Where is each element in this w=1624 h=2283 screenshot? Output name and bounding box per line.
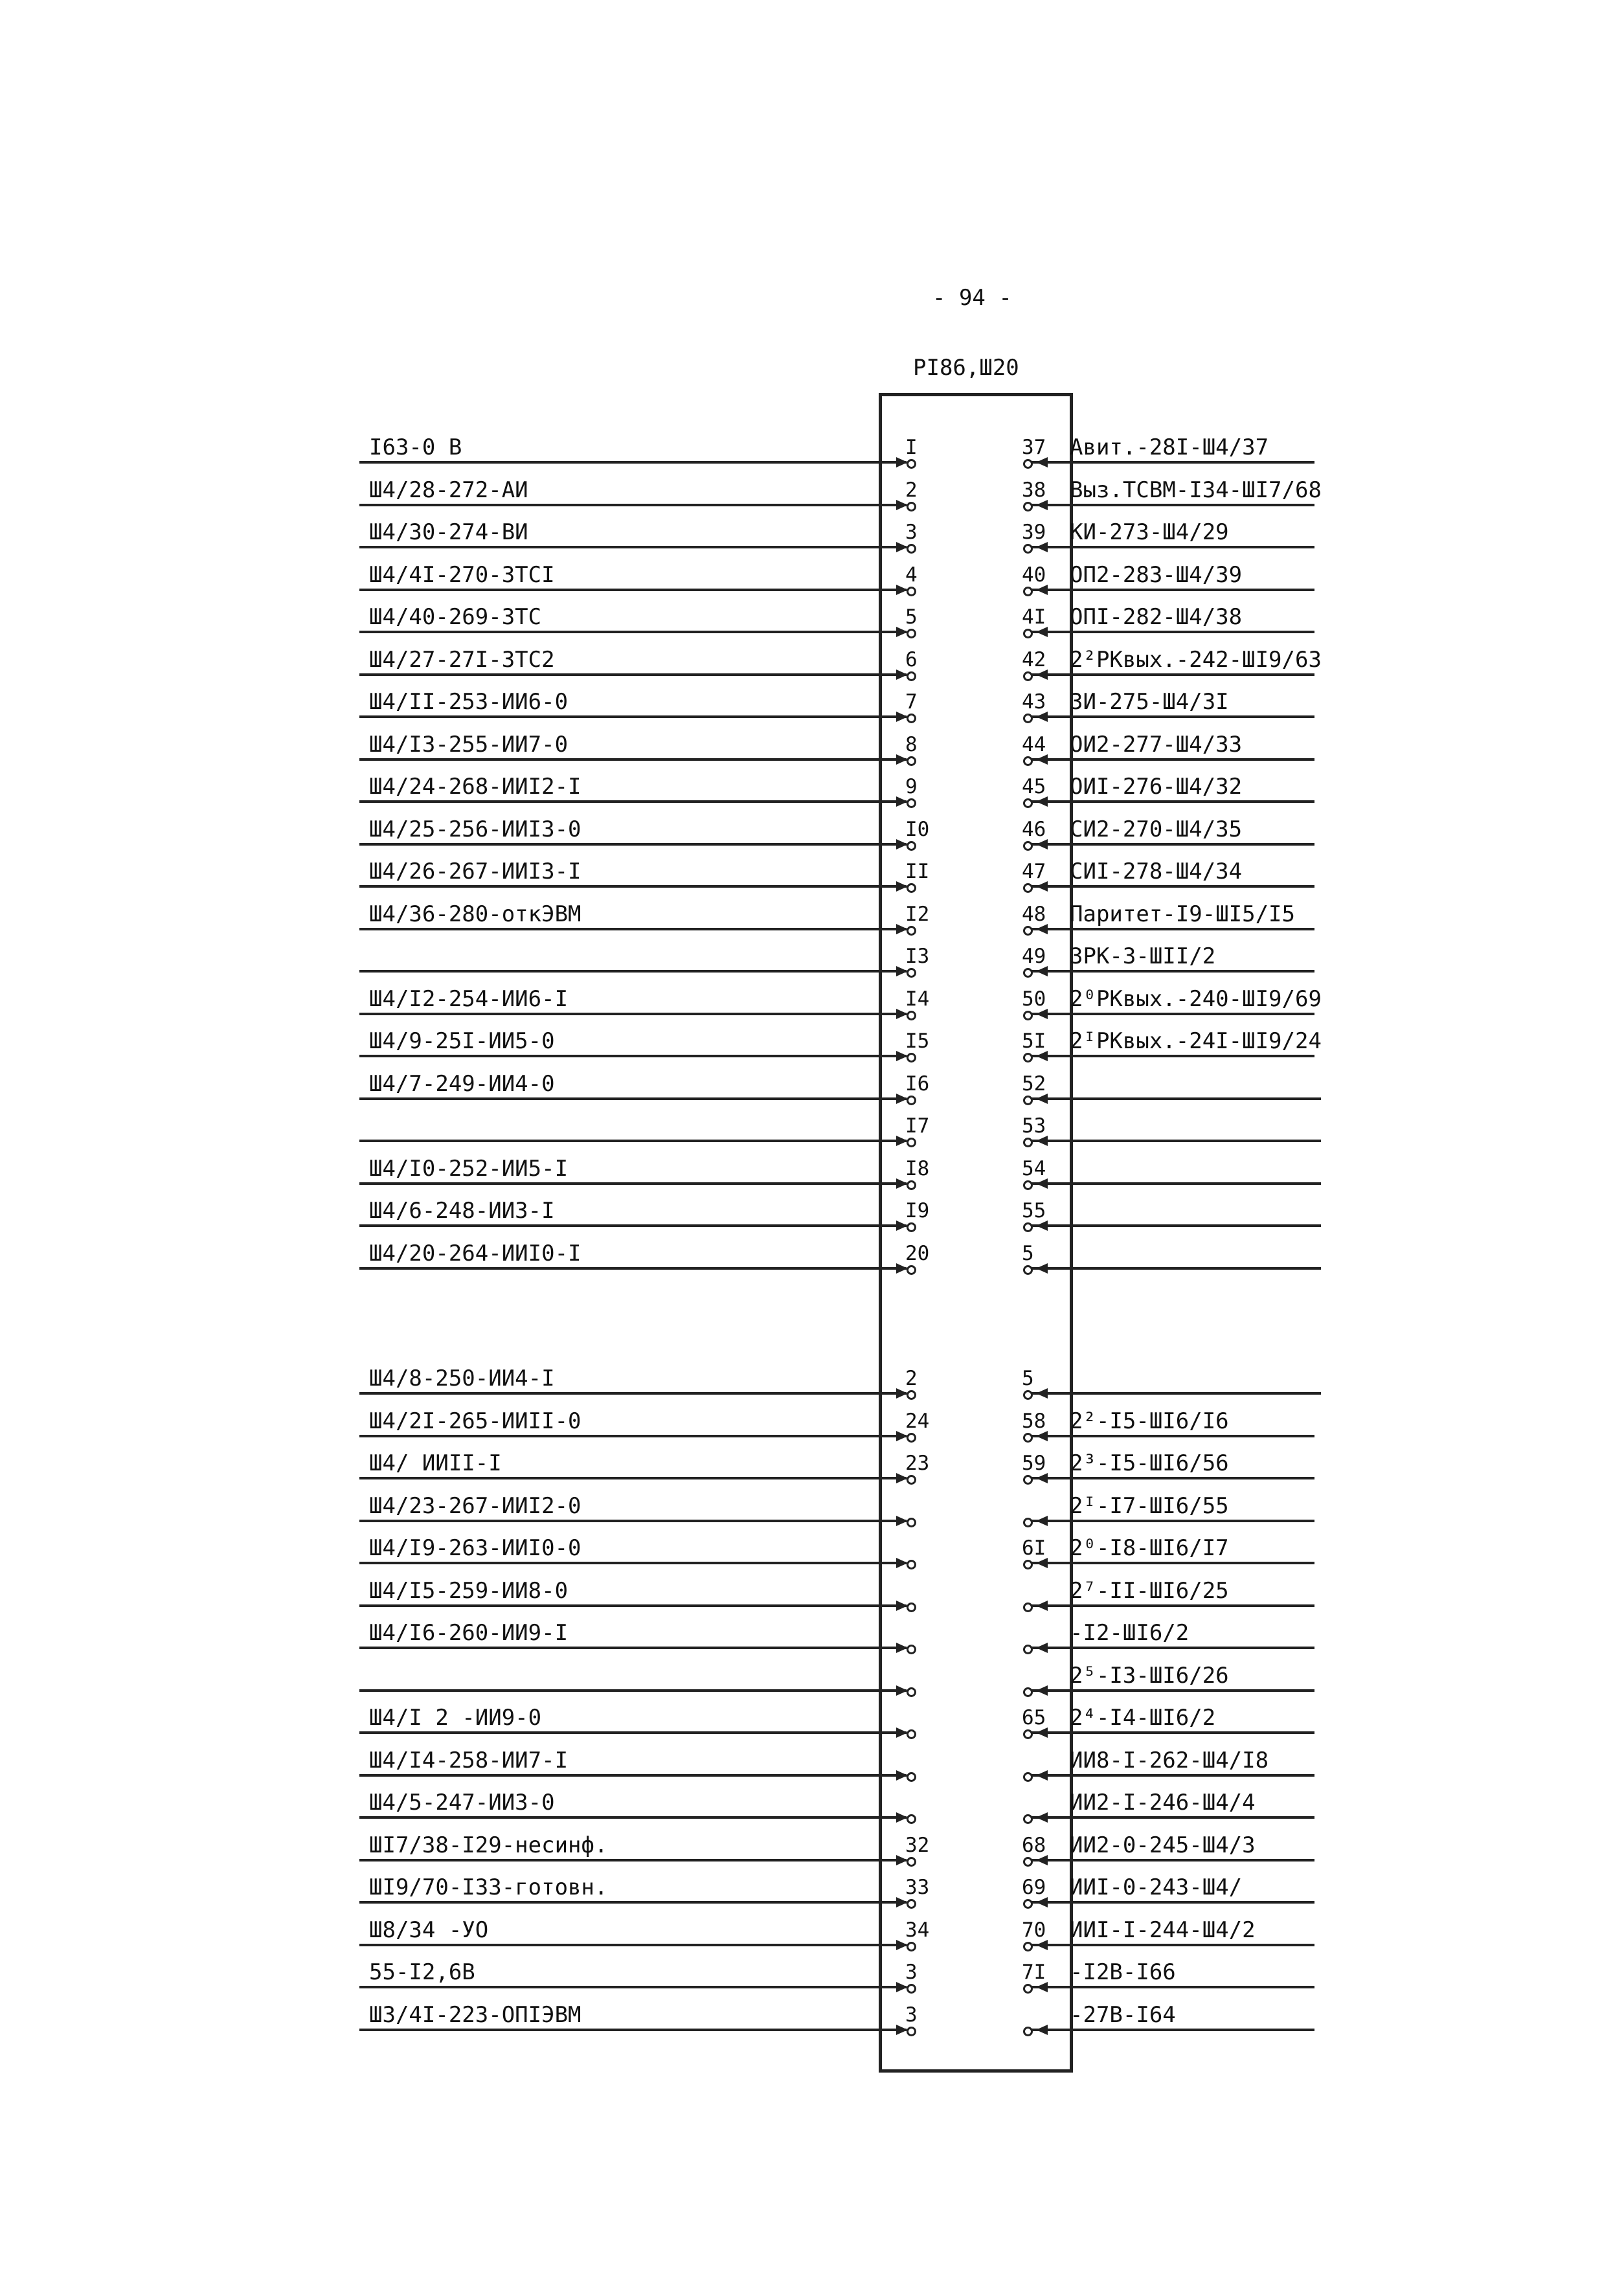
left-pin-terminal (907, 1857, 916, 1867)
right-pin-terminal (1023, 629, 1033, 638)
right-pin-number: 37 (1022, 436, 1046, 459)
left-pin-number: 2 (905, 478, 918, 502)
left-wire-label: Ш4/23-267-ИИI2-0 (369, 1492, 581, 1519)
left-wire-label: Ш4/I 2 -ИИ9-0 (369, 1705, 542, 1731)
left-pin-number: II (905, 860, 930, 883)
left-pin-number: I3 (905, 945, 930, 968)
right-pin-number: 42 (1022, 647, 1046, 671)
right-pin-number: 7I (1022, 1961, 1046, 1984)
left-wire-label: Ш4/8-250-ИИ4-I (369, 1366, 555, 1391)
right-wire-arrow (1036, 1601, 1048, 1611)
right-wire-label: СИ2-270-Ш4/35 (1070, 816, 1243, 842)
left-wire-line (359, 1013, 907, 1015)
right-pin-number: 68 (1022, 1833, 1046, 1857)
right-wire-line (1028, 1055, 1314, 1057)
right-wire-line (1028, 2029, 1314, 2031)
left-pin-number: 20 (905, 1241, 930, 1265)
right-wire-arrow (1036, 1516, 1048, 1526)
left-pin-terminal (907, 756, 916, 766)
left-pin-terminal (907, 714, 916, 723)
left-pin-number: I5 (905, 1029, 930, 1053)
right-pin-number: 69 (1022, 1876, 1046, 1899)
right-wire-label: КИ-273-Ш4/29 (1070, 519, 1229, 545)
right-pin-terminal (1023, 1772, 1033, 1782)
left-wire-label: ШI9/70-I33-готовн. (369, 1874, 608, 1900)
right-wire-label: -27B-I64 (1070, 2001, 1176, 2028)
left-wire-label: Ш4/28-272-АИ (369, 477, 528, 503)
left-wire-line (359, 1140, 907, 1142)
right-wire-line (1028, 1986, 1314, 1988)
right-wire-line (1028, 715, 1314, 718)
left-wire-line (359, 1731, 907, 1734)
right-pin-number: 44 (1022, 732, 1046, 756)
right-wire-line (1028, 1267, 1321, 1270)
left-wire-label: Ш4/40-269-ЗТС (369, 604, 542, 630)
right-wire-line (1028, 1604, 1314, 1607)
right-pin-terminal (1023, 883, 1033, 893)
connector-title: PI86,Ш20 (913, 355, 1019, 381)
right-pin-number: 47 (1022, 860, 1046, 883)
right-wire-label: ЗРК-3-ШII/2 (1070, 943, 1216, 969)
right-pin-terminal (1023, 1222, 1033, 1232)
right-wire-line (1028, 546, 1314, 548)
left-pin-number: 4 (905, 563, 918, 587)
left-wire-label: Ш4/7-249-ИИ4-0 (369, 1070, 555, 1097)
left-pin-terminal (907, 1729, 916, 1739)
left-pin-terminal (907, 1096, 916, 1105)
right-wire-line (1028, 461, 1314, 464)
right-wire-line (1028, 1731, 1314, 1734)
right-wire-label: -I2-ШI6/2 (1070, 1620, 1190, 1646)
left-pin-terminal (907, 629, 916, 638)
page-number: - 94 - (932, 285, 1012, 311)
left-wire-line (359, 843, 907, 846)
right-pin-terminal (1023, 968, 1033, 978)
right-pin-number: 5 (1022, 1367, 1034, 1390)
right-wire-line (1028, 843, 1314, 846)
right-pin-terminal (1023, 1729, 1033, 1739)
right-wire-arrow (1036, 1388, 1048, 1399)
right-wire-line (1028, 928, 1314, 930)
left-wire-label: I63-0 B (369, 434, 462, 460)
right-pin-terminal (1023, 1814, 1033, 1824)
left-pin-terminal (907, 587, 916, 596)
left-pin-terminal (907, 1603, 916, 1612)
left-pin-number: I9 (905, 1199, 930, 1222)
right-wire-label: 2²РКвых.-242-ШI9/63 (1070, 646, 1322, 673)
right-pin-number: 6I (1022, 1536, 1046, 1560)
right-pin-terminal (1023, 1560, 1033, 1569)
right-wire-line (1028, 1816, 1314, 1819)
left-pin-terminal (907, 459, 916, 469)
left-wire-line (359, 1647, 907, 1649)
right-pin-number: 58 (1022, 1409, 1046, 1433)
right-pin-number: 40 (1022, 563, 1046, 587)
left-pin-number: 5 (905, 605, 918, 629)
left-wire-line (359, 1859, 907, 1861)
right-wire-line (1028, 504, 1314, 506)
left-pin-terminal (907, 1942, 916, 1951)
left-pin-terminal (907, 544, 916, 554)
left-wire-label: Ш4/2I-265-ИИII-0 (369, 1408, 581, 1434)
left-wire-line (359, 1392, 907, 1395)
left-wire-label: Ш4/4I-270-ЗТСI (369, 561, 555, 588)
left-pin-terminal (907, 968, 916, 978)
left-pin-number: I (905, 436, 918, 459)
left-wire-label: 55-I2,6B (369, 1959, 475, 1985)
right-pin-terminal (1023, 587, 1033, 596)
left-wire-label: Ш4/I3-255-ИИ7-0 (369, 731, 569, 758)
left-wire-line (359, 1562, 907, 1564)
left-pin-terminal (907, 671, 916, 681)
left-wire-line (359, 2029, 907, 2031)
left-pin-number: I7 (905, 1114, 930, 1138)
right-wire-line (1028, 1689, 1314, 1692)
right-pin-terminal (1023, 926, 1033, 936)
left-pin-terminal (907, 1814, 916, 1824)
left-pin-terminal (907, 1390, 916, 1400)
right-pin-terminal (1023, 756, 1033, 766)
left-wire-line (359, 504, 907, 506)
left-wire-label: Ш4/26-267-ИИI3-I (369, 859, 581, 884)
right-pin-terminal (1023, 1265, 1033, 1275)
right-wire-line (1028, 970, 1314, 973)
left-wire-line (359, 1182, 907, 1185)
right-wire-label: 2²-I5-ШI6/I6 (1070, 1408, 1229, 1434)
right-wire-label: ИИI-0-243-Ш4/ (1070, 1874, 1243, 1900)
left-pin-terminal (907, 1475, 916, 1485)
right-wire-arrow (1036, 1643, 1048, 1653)
right-wire-label: Авит.-28I-Ш4/37 (1070, 434, 1269, 460)
right-pin-terminal (1023, 1857, 1033, 1867)
right-pin-terminal (1023, 1433, 1033, 1443)
left-pin-terminal (907, 2027, 916, 2036)
right-pin-number: 43 (1022, 690, 1046, 714)
left-pin-terminal (907, 1011, 916, 1020)
left-pin-terminal (907, 1687, 916, 1697)
left-wire-label: Ш3/4I-223-ОПIЭВМ (369, 2001, 581, 2028)
left-wire-line (359, 885, 907, 888)
right-wire-label: ЗИ-275-Ш4/3I (1070, 689, 1229, 715)
right-pin-number: 5 (1022, 1241, 1034, 1265)
right-pin-number: 45 (1022, 775, 1046, 798)
right-wire-line (1028, 1392, 1321, 1395)
right-wire-line (1028, 1140, 1321, 1142)
right-wire-line (1028, 758, 1314, 761)
right-pin-terminal (1023, 1645, 1033, 1654)
left-pin-terminal (907, 1772, 916, 1782)
right-pin-terminal (1023, 1984, 1033, 1994)
right-pin-number: 48 (1022, 902, 1046, 926)
right-wire-label: -I2B-I66 (1070, 1959, 1176, 1985)
right-wire-line (1028, 1013, 1314, 1015)
right-pin-terminal (1023, 1053, 1033, 1063)
left-pin-number: 8 (905, 732, 918, 756)
left-wire-label: Ш4/36-280-откЭВМ (369, 901, 581, 927)
left-wire-label: Ш4/I6-260-ИИ9-I (369, 1620, 569, 1646)
right-wire-label: ОИ2-277-Ш4/33 (1070, 731, 1243, 758)
right-wire-arrow (1036, 1770, 1048, 1781)
right-pin-terminal (1023, 1390, 1033, 1400)
left-wire-line (359, 1055, 907, 1057)
left-pin-terminal (907, 1222, 916, 1232)
left-wire-label: Ш4/II-253-ИИ6-0 (369, 689, 569, 715)
right-wire-arrow (1036, 1263, 1048, 1274)
right-pin-terminal (1023, 1138, 1033, 1147)
right-wire-label: Выз.ТСВМ-I34-ШI7/68 (1070, 477, 1322, 503)
left-pin-number: I6 (905, 1072, 930, 1096)
left-wire-line (359, 1604, 907, 1607)
right-pin-terminal (1023, 544, 1033, 554)
right-wire-label: ИИI-I-244-Ш4/2 (1070, 1917, 1256, 1943)
right-wire-line (1028, 1562, 1314, 1564)
right-pin-terminal (1023, 841, 1033, 851)
right-pin-terminal (1023, 1687, 1033, 1697)
right-wire-arrow (1036, 1685, 1048, 1696)
left-pin-number: 34 (905, 1918, 930, 1942)
left-pin-terminal (907, 841, 916, 851)
left-wire-line (359, 1435, 907, 1437)
right-pin-number: 49 (1022, 945, 1046, 968)
left-pin-terminal (907, 1265, 916, 1275)
left-pin-terminal (907, 1053, 916, 1063)
right-pin-terminal (1023, 1518, 1033, 1527)
left-wire-line (359, 1689, 907, 1692)
right-wire-line (1028, 1224, 1321, 1227)
left-wire-line (359, 970, 907, 973)
left-pin-number: 6 (905, 647, 918, 671)
right-wire-label: 2ᴵ-I7-ШI6/55 (1070, 1492, 1229, 1519)
left-wire-label: Ш4/I0-252-ИИ5-I (369, 1155, 569, 1182)
left-wire-label: Ш4/20-264-ИИI0-I (369, 1240, 581, 1266)
right-wire-label: ОИI-276-Ш4/32 (1070, 774, 1243, 800)
right-pin-terminal (1023, 671, 1033, 681)
right-wire-label: ИИ2-0-245-Ш4/3 (1070, 1832, 1256, 1858)
left-pin-number: 23 (905, 1452, 930, 1475)
right-wire-label: 2³-I5-ШI6/56 (1070, 1450, 1229, 1476)
left-pin-terminal (907, 798, 916, 808)
right-pin-number: 53 (1022, 1114, 1046, 1138)
left-wire-line (359, 589, 907, 591)
right-wire-label: ОП2-283-Ш4/39 (1070, 561, 1243, 588)
right-wire-label: Паритет-I9-ШI5/I5 (1070, 901, 1295, 927)
left-wire-label: Ш4/6-248-ИИ3-I (369, 1198, 555, 1224)
left-wire-line (359, 1520, 907, 1522)
left-wire-line (359, 1267, 907, 1270)
left-wire-label: Ш4/I5-259-ИИ8-0 (369, 1577, 569, 1604)
right-pin-number: 5I (1022, 1029, 1046, 1053)
left-pin-number: I0 (905, 817, 930, 841)
left-wire-line (359, 631, 907, 633)
left-wire-label: Ш4/9-25I-ИИ5-0 (369, 1028, 555, 1054)
left-wire-label: Ш4/I4-258-ИИ7-I (369, 1747, 569, 1773)
right-pin-terminal (1023, 714, 1033, 723)
right-pin-terminal (1023, 1011, 1033, 1020)
left-pin-terminal (907, 502, 916, 512)
right-pin-terminal (1023, 1180, 1033, 1190)
left-pin-terminal (907, 1518, 916, 1527)
right-wire-arrow (1036, 1812, 1048, 1823)
right-pin-number: 38 (1022, 478, 1046, 502)
left-wire-label: ШI7/38-I29-несинф. (369, 1832, 608, 1858)
left-pin-number: 2 (905, 1367, 918, 1390)
right-pin-terminal (1023, 502, 1033, 512)
right-pin-number: 46 (1022, 817, 1046, 841)
right-pin-terminal (1023, 1475, 1033, 1485)
right-pin-number: 54 (1022, 1156, 1046, 1180)
left-wire-label: Ш8/34 -УО (369, 1917, 489, 1943)
right-wire-label: ОПI-282-Ш4/38 (1070, 604, 1243, 630)
left-wire-line (359, 461, 907, 464)
left-wire-line (359, 928, 907, 930)
right-wire-line (1028, 1944, 1314, 1946)
right-pin-terminal (1023, 1603, 1033, 1612)
right-wire-arrow (1036, 2025, 1048, 2035)
left-wire-label: Ш4/I9-263-ИИI0-0 (369, 1535, 581, 1561)
left-wire-label: Ш4/25-256-ИИI3-0 (369, 816, 581, 842)
right-wire-label: 2⁵-I3-ШI6/26 (1070, 1662, 1229, 1689)
left-pin-terminal (907, 1984, 916, 1994)
right-wire-line (1028, 1477, 1314, 1479)
left-wire-label: Ш4/24-268-ИИI2-I (369, 774, 581, 800)
right-wire-line (1028, 885, 1314, 888)
left-pin-terminal (907, 1180, 916, 1190)
right-wire-label: 2⁴-I4-ШI6/2 (1070, 1705, 1216, 1731)
left-wire-line (359, 1224, 907, 1227)
right-pin-terminal (1023, 1096, 1033, 1105)
left-wire-line (359, 1944, 907, 1946)
right-pin-number: 70 (1022, 1918, 1046, 1942)
right-wire-line (1028, 1647, 1314, 1649)
left-pin-number: 3 (905, 521, 918, 544)
left-wire-line (359, 758, 907, 761)
left-pin-number: 24 (905, 1409, 930, 1433)
right-pin-terminal (1023, 1942, 1033, 1951)
left-wire-label: Ш4/5-247-ИИ3-0 (369, 1790, 555, 1816)
right-wire-label: ИИ8-I-262-Ш4/I8 (1070, 1747, 1269, 1773)
right-wire-line (1028, 1097, 1321, 1100)
left-wire-line (359, 673, 907, 676)
right-wire-line (1028, 1435, 1314, 1437)
right-pin-number: 59 (1022, 1452, 1046, 1475)
right-pin-terminal (1023, 1899, 1033, 1909)
right-wire-line (1028, 800, 1314, 803)
left-pin-terminal (907, 1138, 916, 1147)
left-pin-number: 9 (905, 775, 918, 798)
left-pin-number: 33 (905, 1876, 930, 1899)
left-wire-line (359, 715, 907, 718)
left-pin-number: I2 (905, 902, 930, 926)
right-wire-label: 2⁷-II-ШI6/25 (1070, 1577, 1229, 1604)
left-wire-label: Ш4/30-274-ВИ (369, 519, 528, 545)
left-wire-label: Ш4/27-27I-ЗТС2 (369, 646, 555, 673)
left-wire-line (359, 1774, 907, 1777)
right-wire-label: ИИ2-I-246-Ш4/4 (1070, 1790, 1256, 1816)
left-wire-line (359, 1816, 907, 1819)
left-pin-terminal (907, 926, 916, 936)
left-wire-line (359, 1477, 907, 1479)
left-pin-terminal (907, 1645, 916, 1654)
right-pin-terminal (1023, 2027, 1033, 2036)
left-pin-terminal (907, 883, 916, 893)
left-pin-number: I4 (905, 987, 930, 1011)
right-pin-terminal (1023, 798, 1033, 808)
right-wire-label: 2⁰-I8-ШI6/I7 (1070, 1535, 1229, 1561)
left-pin-number: 32 (905, 1833, 930, 1857)
left-wire-label: Ш4/I2-254-ИИ6-I (369, 985, 569, 1012)
right-wire-line (1028, 1859, 1314, 1861)
left-wire-label: Ш4/ ИИII-I (369, 1450, 502, 1476)
left-pin-number: I8 (905, 1156, 930, 1180)
right-pin-number: 55 (1022, 1199, 1046, 1222)
right-wire-line (1028, 1182, 1321, 1185)
right-wire-line (1028, 673, 1314, 676)
right-wire-label: СИI-278-Ш4/34 (1070, 859, 1243, 884)
left-wire-line (359, 546, 907, 548)
left-pin-terminal (907, 1899, 916, 1909)
left-wire-line (359, 1901, 907, 1904)
left-pin-number: 3 (905, 2003, 918, 2027)
right-wire-line (1028, 1774, 1314, 1777)
right-wire-line (1028, 1901, 1314, 1904)
right-wire-label: 2ᴵРКвых.-24I-ШI9/24 (1070, 1028, 1322, 1054)
left-pin-terminal (907, 1560, 916, 1569)
right-wire-line (1028, 589, 1314, 591)
right-pin-terminal (1023, 459, 1033, 469)
left-pin-number: 3 (905, 1961, 918, 1984)
right-pin-number: 65 (1022, 1706, 1046, 1729)
right-wire-label: 2⁰РКвых.-240-ШI9/69 (1070, 985, 1322, 1012)
right-wire-line (1028, 631, 1314, 633)
left-wire-line (359, 1097, 907, 1100)
right-pin-number: 52 (1022, 1072, 1046, 1096)
right-pin-number: 4I (1022, 605, 1046, 629)
right-pin-number: 39 (1022, 521, 1046, 544)
right-pin-number: 50 (1022, 987, 1046, 1011)
left-pin-number: 7 (905, 690, 918, 714)
left-wire-line (359, 1986, 907, 1988)
left-wire-line (359, 800, 907, 803)
right-wire-line (1028, 1520, 1314, 1522)
left-pin-terminal (907, 1433, 916, 1443)
